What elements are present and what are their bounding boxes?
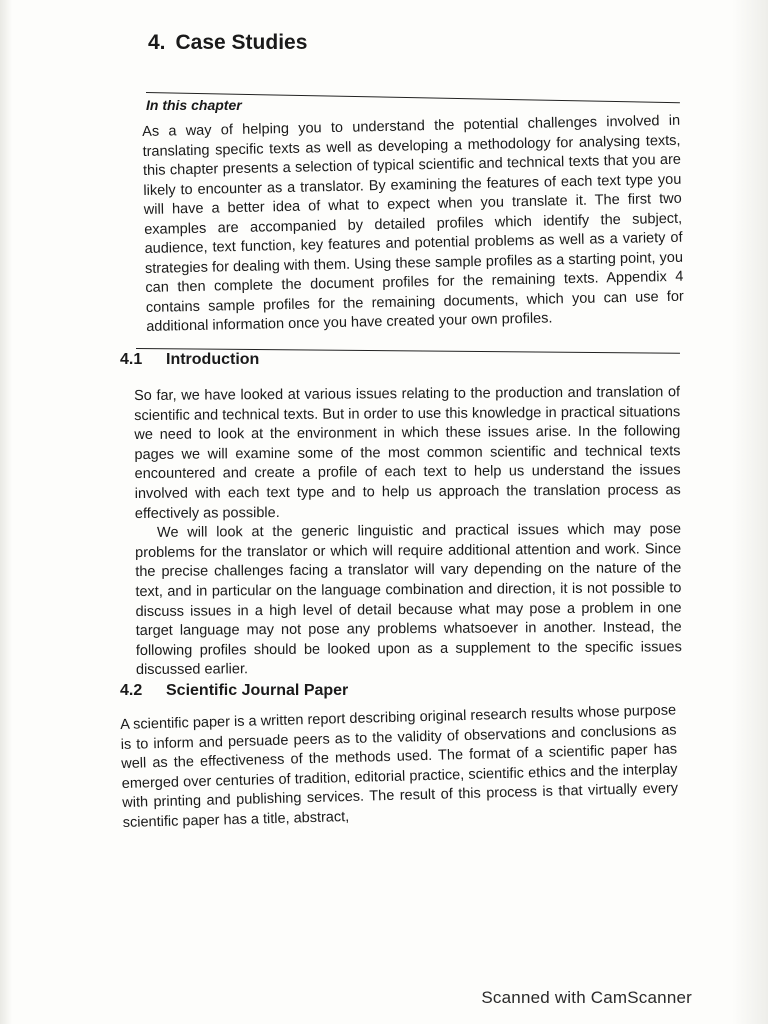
section-title: Introduction [166,350,260,368]
chapter-number: 4. [148,31,166,54]
page-shadow-right [732,0,768,1024]
introduction-body [134,383,682,681]
chapter-heading [148,28,680,58]
page-shadow-left [0,0,12,1024]
section-heading-scientific-journal-paper [120,680,680,702]
chapter-title: Case Studies [175,31,308,54]
scanner-watermark: Scanned with CamScanner [481,988,692,1007]
paragraph: A scientific paper is a written report describing original research results whose purpose is to inform and persuade peers as to the validity of observations and conclusions as well as the effectiveness of the methods used. The format of a scientific paper has emerged over centuries of tradition, editorial practice, scientific ethics and the interplay with printing and publishing services. The result of this process is that virtually every scientific paper has a title, abstract, [120,702,679,832]
section-number: 4.2 [120,682,143,700]
section-number: 4.1 [120,350,143,368]
paragraph: We will look at the generic linguistic and practical issues which may pose problems for the translator or which will require additional attention and work. Since the precise challenges facing a translator will vary depending on the nature of the text, and in particular on the language combination and direction, it is not possible to discuss issues in a high level of detail because what may pose a problem in one target language may not pose any problems whatsoever in another. Instead, the following profiles should be looked upon as a supplement to the specific issues discussed earlier. [135,520,682,678]
summary-paragraph: As a way of helping you to understand the potential challenges involved in translating specific texts as well as developing a methodology for analysing texts, this chapter presents a selection of typical scientific and technical texts that you are likely to encounter as a translator. By examining the features of each text type you will have a better idea of what to expect when you translate it. The first two examples are accompanied by detailed profiles which identify the subject, audience, text function, key features and potential problems as well as a variety of strategies for dealing with them. Using these sample profiles as a starting point, you can then complete the document profiles for the remaining texts. Appendix 4 contains sample profiles for the remaining documents, which you can use for additional information once you have created your own profiles. [142,112,684,335]
summary-heading: In this chapter [146,97,242,113]
paragraph: So far, we have looked at various issues relating to the production and translation of scientific and technical texts. But in order to use this knowledge in practical situations we need to look at the environment in which these issues arise. In the following pages we will examine some of the most common scientific and technical texts encountered and create a profile of each text to help us understand the issues involved with each text type and to help us approach the translation process as effectively as possible. [134,383,681,522]
chapter-summary-box [142,97,684,338]
document-page [120,28,684,834]
journal-paper-body [120,702,679,834]
section-title: Scientific Journal Paper [166,682,349,700]
